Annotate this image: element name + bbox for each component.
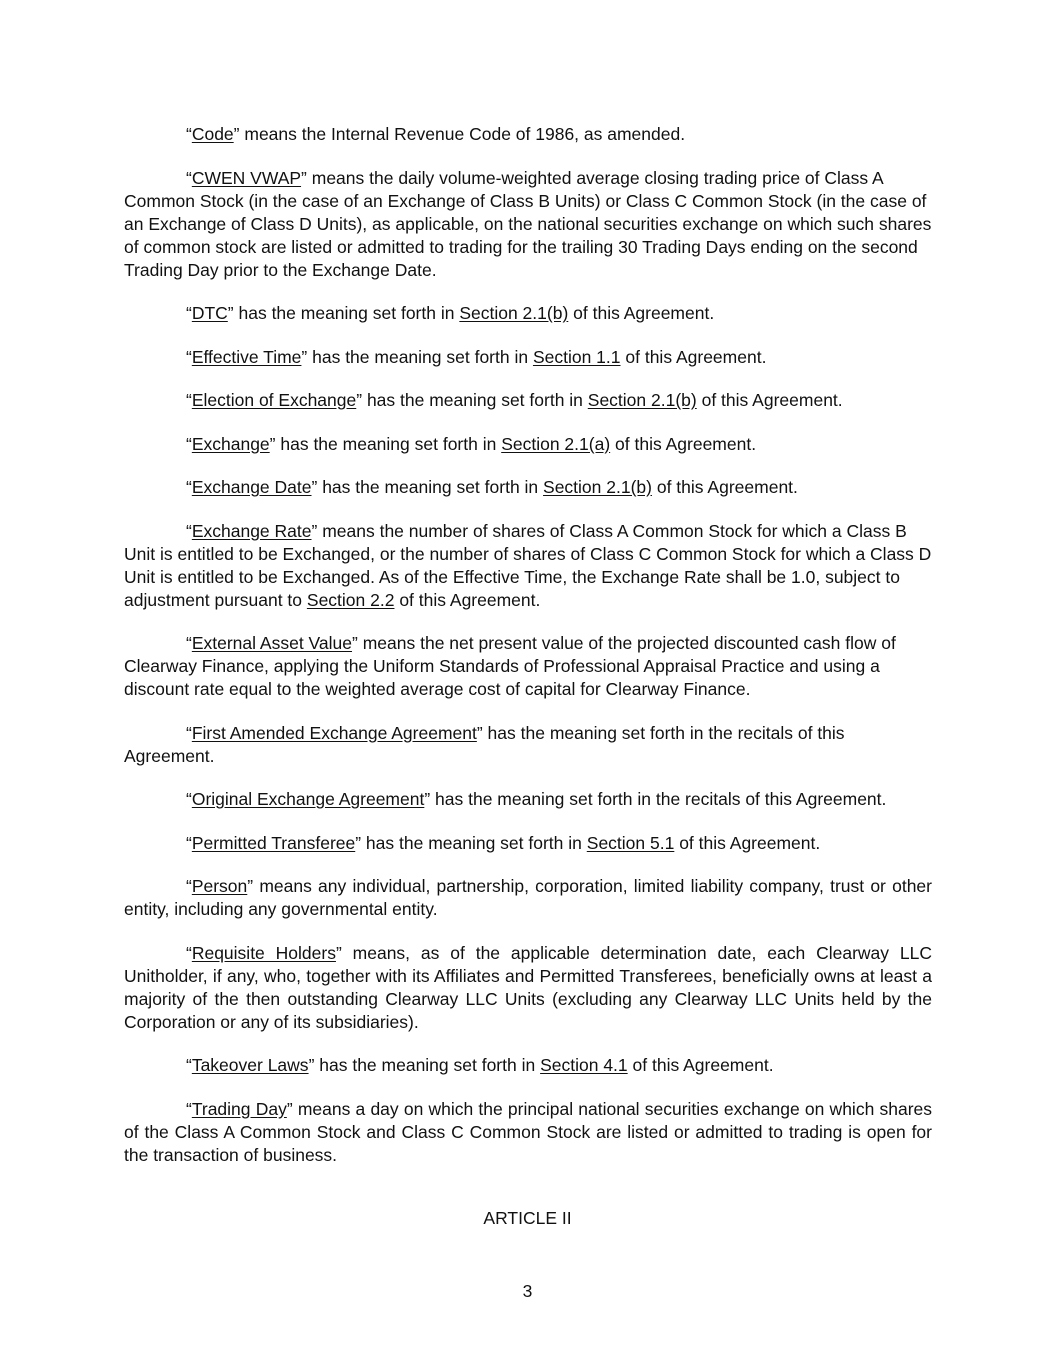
- defined-term: Requisite Holders: [191, 942, 336, 963]
- definition-text: of this Agreement.: [674, 832, 821, 853]
- defined-term: DTC: [191, 303, 228, 323]
- defined-term: Election of Exchange: [191, 390, 357, 410]
- defined-term: Exchange Date: [191, 477, 312, 497]
- close-quote: ”: [355, 832, 362, 853]
- open-quote: “: [186, 942, 192, 963]
- close-quote: ”: [269, 433, 276, 454]
- definition-paragraph: [124, 433, 932, 456]
- open-quote: “: [186, 520, 192, 541]
- definition-text: of this Agreement.: [627, 1055, 774, 1075]
- definition-paragraph: [124, 520, 932, 612]
- close-quote: ”: [311, 520, 318, 541]
- definition-paragraph: [124, 1098, 932, 1167]
- definition-text: has the meaning set forth in: [361, 832, 587, 853]
- definition-text: has the meaning set forth in: [314, 1055, 541, 1075]
- definition-text: means any individual, partnership, corporation, limited liability company, trust or other entity, including any governmental entity.: [124, 876, 932, 919]
- close-quote: ”: [352, 633, 358, 653]
- section-reference: Section 2.1(b): [587, 390, 697, 410]
- defined-term: Code: [191, 124, 234, 144]
- definition-paragraph: [124, 632, 932, 701]
- definition-paragraph: [124, 389, 932, 412]
- defined-term: Effective Time: [191, 346, 302, 367]
- close-quote: ”: [424, 789, 431, 809]
- definition-text: of this Agreement.: [394, 589, 541, 610]
- close-quote: ”: [233, 124, 240, 144]
- open-quote: “: [186, 633, 192, 653]
- defined-term: Original Exchange Agreement: [191, 789, 425, 809]
- open-quote: “: [186, 346, 192, 367]
- close-quote: ”: [476, 722, 483, 743]
- definition-text: means the daily volume-weighted average closing trading price of Class A Common Stock (in the case of an Exchange of Class B Units) or Class C Common Stock (in the case of an Exchange of Class D Units), as applicable, on the national securities exchange on which such shares of common stock are listed or admitted to trading for the trailing 30 Trading Days ending on the second Trading Day prior to the Exchange Date.: [124, 167, 932, 280]
- defined-term: Takeover Laws: [191, 1055, 309, 1075]
- definition-paragraph: [124, 302, 932, 325]
- open-quote: “: [186, 876, 192, 896]
- definition-paragraph: [124, 788, 932, 811]
- definition-text: means the Internal Revenue Code of 1986, as amended.: [239, 124, 686, 144]
- close-quote: ”: [247, 876, 254, 896]
- section-reference: Section 2.1(a): [501, 433, 611, 454]
- open-quote: “: [186, 303, 192, 323]
- open-quote: “: [186, 789, 192, 809]
- section-reference: Section 4.1: [540, 1055, 628, 1075]
- close-quote: ”: [308, 1055, 315, 1075]
- definition-text: has the meaning set forth in the recitals of this Agreement.: [124, 722, 845, 766]
- open-quote: “: [186, 390, 192, 410]
- defined-term: Permitted Transferee: [191, 832, 356, 853]
- section-reference: Section 2.2: [306, 589, 395, 610]
- definition-text: has the meaning set forth in: [317, 477, 544, 497]
- definition-text: has the meaning set forth in: [275, 433, 502, 454]
- definition-text: has the meaning set forth in: [233, 303, 460, 323]
- open-quote: “: [186, 124, 192, 144]
- open-quote: “: [186, 433, 192, 454]
- definition-text: of this Agreement.: [696, 390, 843, 410]
- page-number: 3: [522, 1281, 533, 1301]
- definition-text: means the number of shares of Class A Common Stock for which a Class B Unit is entitled to be Exchanged, or the number of shares of Class C Common Stock for which a Class D Unit is entitled to be Exchanged. As of the Effective Time, the Exchange Rate shall be 1.0, subject to adjustment pursuant to: [124, 520, 932, 610]
- defined-term: Exchange Rate: [191, 520, 312, 541]
- definition-text: of this Agreement.: [610, 433, 757, 454]
- definitions-list: [124, 123, 932, 1187]
- close-quote: ”: [301, 346, 308, 367]
- close-quote: ”: [335, 942, 342, 963]
- open-quote: “: [186, 1098, 192, 1119]
- defined-term: External Asset Value: [191, 633, 353, 653]
- defined-term: First Amended Exchange Agreement: [191, 722, 477, 743]
- defined-term: Exchange: [191, 433, 270, 454]
- article-heading: ARTICLE II: [483, 1208, 572, 1228]
- definition-text: means the net present value of the projected discounted cash flow of Clearway Finance, applying the Uniform Standards of Professional Appraisal Practice and using a discount rate equal to the weighted average cost of capital for Clearway Finance.: [124, 633, 896, 699]
- definition-paragraph: [124, 1054, 932, 1077]
- defined-term: CWEN VWAP: [191, 167, 302, 188]
- definition-paragraph: [124, 167, 932, 282]
- definition-paragraph: [124, 875, 932, 921]
- definition-paragraph: [124, 476, 932, 499]
- open-quote: “: [186, 477, 192, 497]
- open-quote: “: [186, 832, 192, 853]
- close-quote: ”: [311, 477, 318, 497]
- close-quote: ”: [286, 1098, 293, 1119]
- definition-text: of this Agreement.: [651, 477, 798, 497]
- open-quote: “: [186, 167, 192, 188]
- definition-text: has the meaning set forth in: [362, 390, 588, 410]
- definition-text: has the meaning set forth in the recitals of this Agreement.: [430, 789, 887, 809]
- definition-text: means a day on which the principal national securities exchange on which shares of the Class A Common Stock and Class C Common Stock are listed or admitted to trading is open for the transaction of business.: [124, 1098, 933, 1165]
- open-quote: “: [186, 722, 192, 743]
- section-reference: Section 1.1: [532, 346, 621, 367]
- close-quote: ”: [227, 303, 234, 323]
- defined-term: Person: [191, 876, 248, 896]
- definition-paragraph: [124, 832, 932, 855]
- definition-paragraph: [124, 722, 932, 768]
- defined-term: Trading Day: [191, 1098, 287, 1119]
- close-quote: ”: [356, 390, 363, 410]
- definition-text: has the meaning set forth in: [307, 346, 533, 367]
- section-reference: Section 5.1: [586, 832, 675, 853]
- close-quote: ”: [301, 167, 307, 188]
- definition-paragraph: [124, 942, 932, 1034]
- section-reference: Section 2.1(b): [543, 477, 652, 497]
- open-quote: “: [186, 1055, 192, 1075]
- definition-paragraph: [124, 346, 932, 369]
- definition-text: means, as of the applicable determination date, each Clearway LLC Unitholder, if any, who, together with its Affiliates and Permitted Transferees, beneficially owns at least a majority of the then outstanding Clearway LLC Units (excluding any Clearway LLC Units held by the Corporation or any of its subsidiaries).: [124, 942, 932, 1032]
- definition-paragraph: [124, 123, 932, 146]
- section-reference: Section 2.1(b): [459, 303, 569, 323]
- definition-text: of this Agreement.: [568, 303, 715, 323]
- definition-text: of this Agreement.: [620, 346, 767, 367]
